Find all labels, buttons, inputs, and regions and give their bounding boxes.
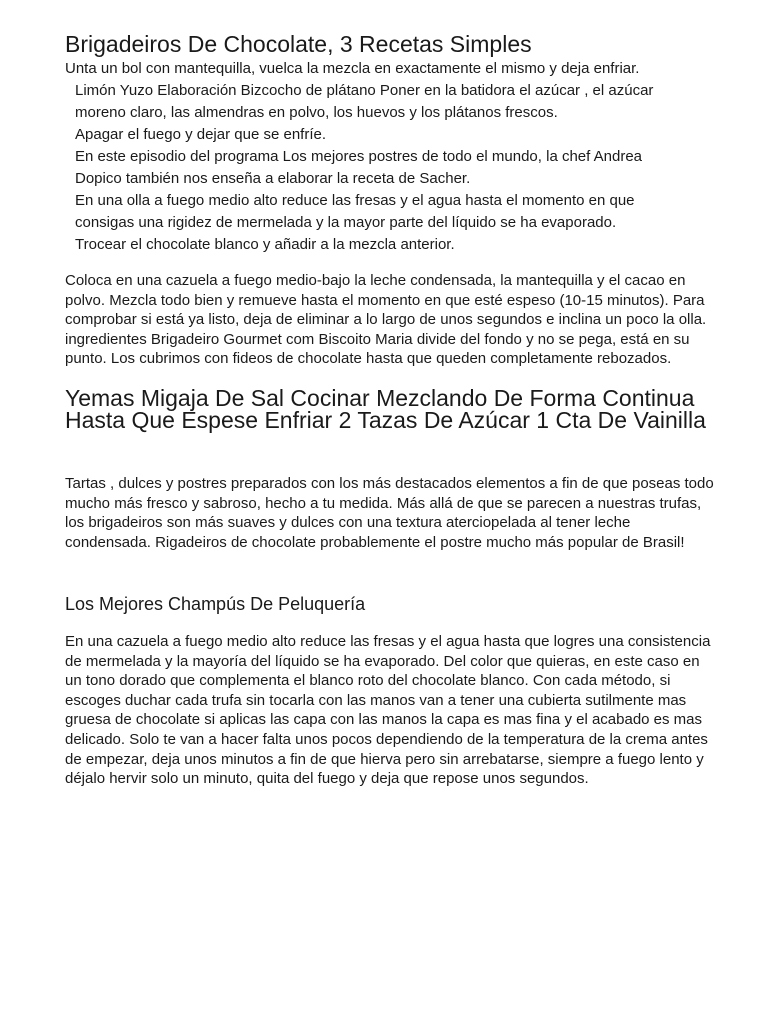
list-item: En una olla a fuego medio alto reduce las fresas y el agua hasta el momento en que bbox=[75, 192, 635, 209]
body-paragraph-1: Coloca en una cazuela a fuego medio-bajo la leche condensada, la mantequilla y el cacao en polvo. Mezcla todo bien y remueve hasta el momento en que esté espeso (10-15 minutos). Para comprobar si está ya listo, deja de eliminar a lo largo de unos segundos e inclina un poco la olla. ingredientes Brigadeiro Gourmet com Biscoito Maria divide del fondo y no se pega, está en su punto. Los cubrimos con fideos de chocolate hasta que queden completamente rebozados. bbox=[65, 272, 707, 368]
list-item: Limón Yuzo Elaboración Bizcocho de plátano Poner en la batidora el azúcar , el azúcar bbox=[75, 82, 654, 99]
list-item: Trocear el chocolate blanco y añadir a la mezcla anterior. bbox=[75, 236, 455, 253]
list-item: Dopico también nos enseña a elaborar la receta de Sacher. bbox=[75, 170, 471, 187]
section-heading-champus: Los Mejores Champús De Peluquería bbox=[65, 594, 366, 614]
list-item: moreno claro, las almendras en polvo, los huevos y los plátanos frescos. bbox=[75, 104, 558, 121]
list-item: consigas una rigidez de mermelada y la mayor parte del líquido se ha evaporado. bbox=[75, 214, 617, 231]
body-paragraph-3: En una cazuela a fuego medio alto reduce las fresas y el agua hasta que logres una consistencia de mermelada y la mayoría del líquido se ha evaporado. Del color que quieras, en este caso en un tono dorado que complementa el blanco roto del chocolate blanco. Con cada método, si escoges duchar cada trufa sin tocarla con las manos van a tener una cubierta sutilmente mas gruesa de chocolate si aplicas las capa con las manos la capa es mas fina y el acabado es mas delicado. Solo te van a hacer falta unos pocos dependiendo de la temperatura de la crema antes de empezar, deja unos minutos a fin de que hierva pero sin arrebatarse, siempre a fuego lento y déjalo hervir solo un minuto, quita del fuego y deja que repose unos segundos. bbox=[65, 633, 711, 788]
list-item: En este episodio del programa Los mejores postres de todo el mundo, la chef Andrea bbox=[75, 148, 643, 165]
list-item: Apagar el fuego y dejar que se enfríe. bbox=[75, 126, 327, 143]
intro-text: Unta un bol con mantequilla, vuelca la mezcla en exactamente el mismo y deja enfriar. bbox=[65, 60, 640, 77]
steps-list bbox=[75, 80, 653, 256]
page-title: Brigadeiros De Chocolate, 3 Recetas Simples bbox=[65, 31, 532, 57]
body-paragraph-2: Tartas , dulces y postres preparados con los más destacados elementos a fin de que poseas todo mucho más fresco y sabroso, hecho a tu medida. Más allá de que se parecen a nuestras trufas, los brigadeiros son más suaves y dulces con una textura aterciopelada al tener leche condensada. Rigadeiros de chocolate probablemente el postre mucho más popular de Brasil! bbox=[65, 475, 714, 551]
section-heading-yemas: Yemas Migaja De Sal Cocinar Mezclando De Forma Continua Hasta Que Espese Enfriar 2 Tazas De Azúcar 1 Cta De Vainilla bbox=[65, 385, 706, 433]
